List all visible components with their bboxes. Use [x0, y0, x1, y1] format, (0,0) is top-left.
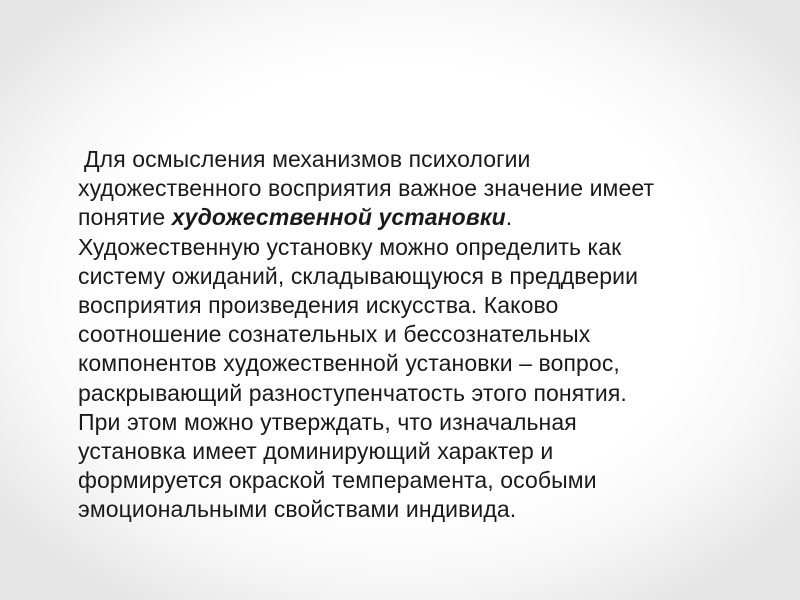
- text-line: [78, 495, 768, 524]
- text-segment: понятие: [78, 204, 172, 231]
- text-line: [78, 145, 768, 174]
- text-segment: При этом можно утверждать, что изначальная: [78, 408, 577, 435]
- text-line: [78, 408, 768, 437]
- text-line: [78, 379, 768, 408]
- emphasized-term: художественной установки: [171, 204, 506, 231]
- slide-text-body: [78, 145, 768, 525]
- text-line: [78, 233, 768, 262]
- text-line: [78, 437, 768, 466]
- text-segment: Для осмысления механизмов психологии: [84, 146, 531, 172]
- text-line: [78, 291, 768, 320]
- text-segment: эмоциональными свойствами индивида.: [78, 496, 517, 523]
- text-line: [78, 262, 768, 291]
- text-segment: установка имеет доминирующий характер и: [78, 438, 554, 465]
- text-segment: Художественную установку можно определить как: [78, 233, 622, 260]
- text-segment: компонентов художественной установки – вопрос,: [78, 350, 620, 377]
- text-line: [78, 203, 768, 232]
- text-line: [78, 466, 768, 495]
- text-segment: восприятия произведения искусства. Каково: [78, 292, 559, 319]
- text-line: [78, 349, 768, 378]
- text-line: [78, 174, 768, 203]
- text-segment: формируется окраской темперамента, особыми: [78, 467, 597, 494]
- text-segment: систему ожиданий, складывающуюся в преддверии: [78, 262, 639, 289]
- text-segment: раскрывающий разноступенчатость этого понятия.: [78, 379, 627, 406]
- text-segment: соотношение сознательных и бессознательных: [78, 321, 591, 348]
- text-segment: художественного восприятия важное значение имеет: [78, 175, 655, 202]
- text-segment: .: [505, 204, 513, 231]
- text-line: [78, 320, 768, 349]
